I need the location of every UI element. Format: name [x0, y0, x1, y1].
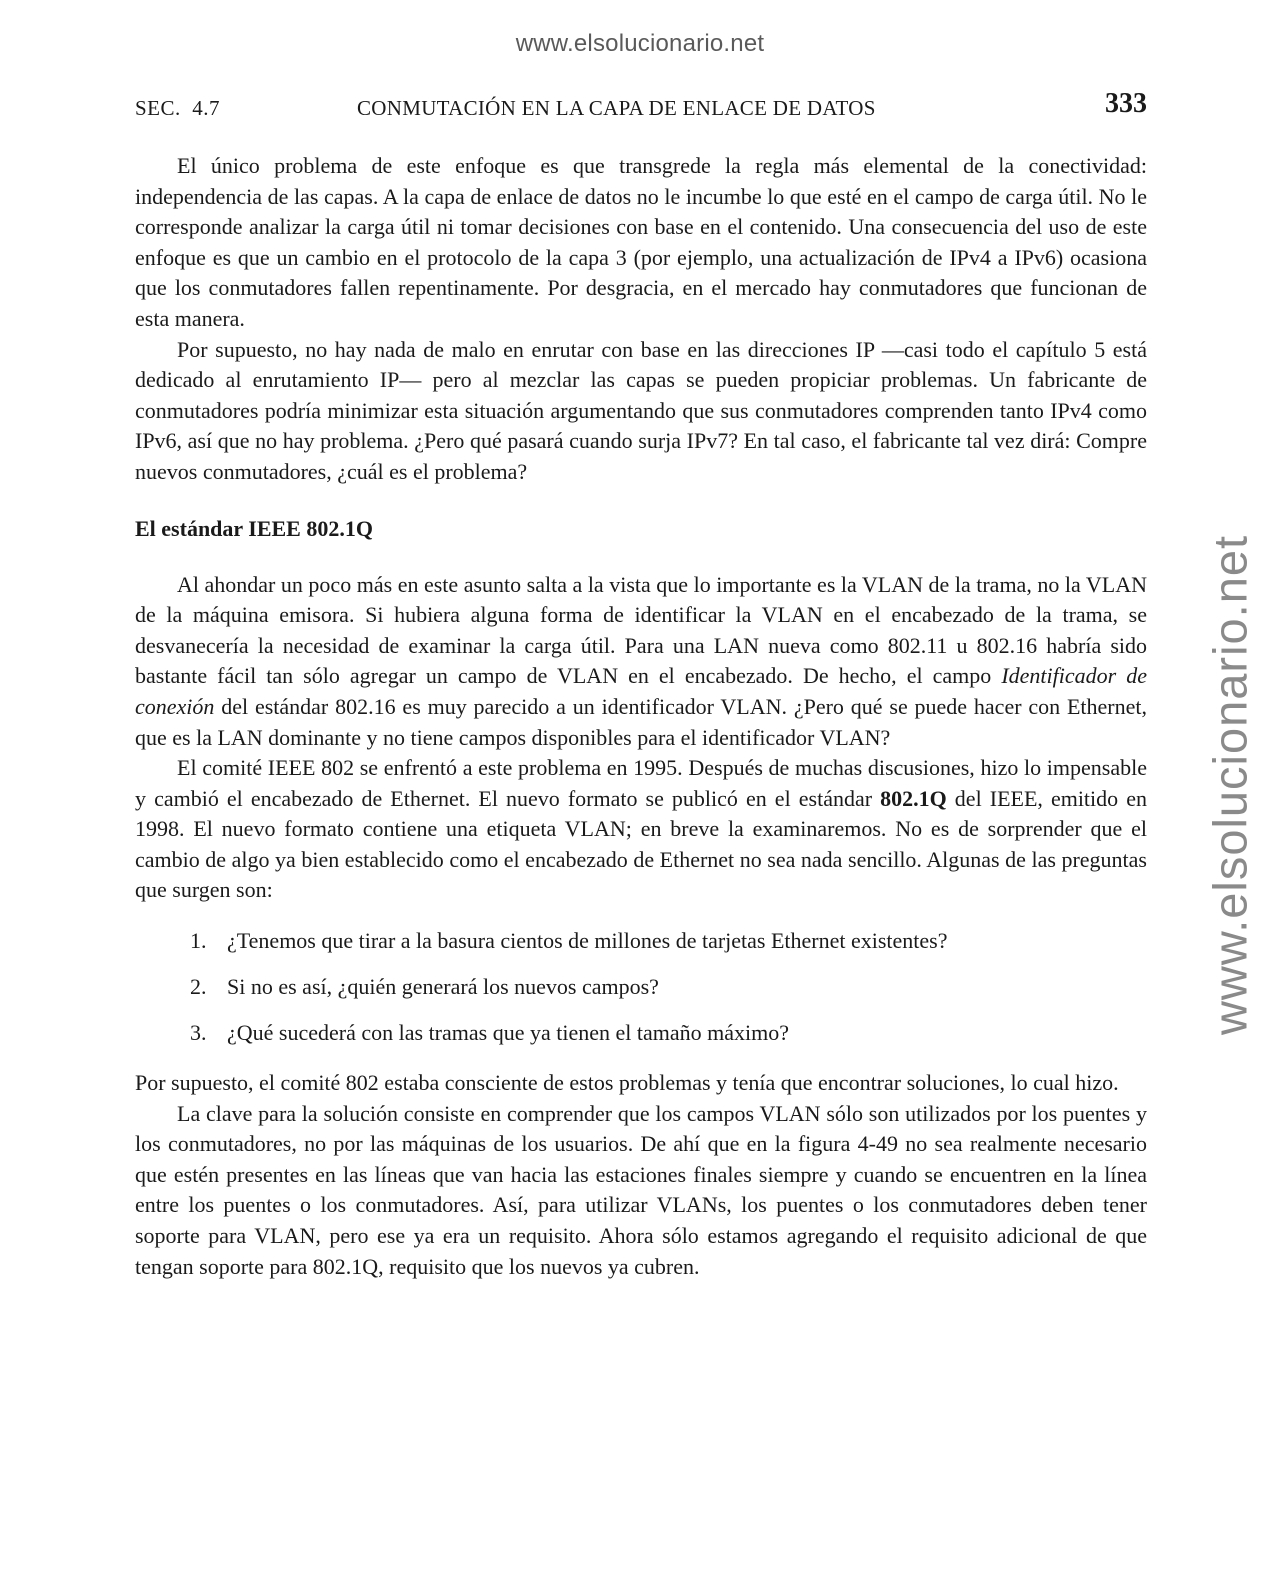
text-run: del estándar 802.16 es muy parecido a un identificador VLAN. ¿Pero qué se puede hacer con Ethernet, que es la LAN dominante y no tiene campos disponibles para el identificador VLAN? [135, 693, 1147, 750]
paragraph [135, 753, 1147, 906]
text-run: Al ahondar un poco más en este asunto salta a la vista que lo importante es la VLAN de la trama, no la VLAN de la máquina emisora. Si hubiera alguna forma de identificar la VLAN en el encabezado de la trama, se desvanecería la necesidad de examinar la carga útil. Para una LAN nueva como 802.11 u 802.16 habría sido bastante fácil tan sólo agregar un campo de VLAN en el encabezado. De hecho, el campo [135, 571, 1147, 689]
paragraph: La clave para la solución consiste en comprender que los campos VLAN sólo son utilizados por los puentes y los conmutadores, no por las máquinas de los usuarios. De ahí que en la figura 4-49 no sea realmente necesario que estén presentes en las líneas que van hacia las estaciones finales siempre y cuando se encuentren en la línea entre los puentes o los conmutadores. Así, para utilizar VLANs, los puentes o los conmutadores deben tener soporte para VLAN, pero ese ya era un requisito. Ahora sólo estamos agregando el requisito adicional de que tengan soporte para 802.1Q, requisito que los nuevos ya cubren. [135, 1100, 1147, 1279]
list-number: 3. [190, 1020, 207, 1046]
bold-term: 802.1Q [880, 785, 947, 811]
list-number: 2. [190, 974, 207, 1000]
page-number: 333 [1105, 88, 1147, 119]
list-item [135, 1018, 1147, 1048]
list-text: ¿Tenemos que tirar a la basura cientos de millones de tarjetas Ethernet existentes? [227, 928, 948, 954]
chapter-title: CONMUTACIÓN EN LA CAPA DE ENLACE DE DATOS [357, 96, 876, 120]
text-run: El comité IEEE 802 se enfrentó a este problema en 1995. Después de muchas discusiones, hizo lo impensable y cambió el encabezado de Ethernet. El nuevo formato se publicó en el estándar [135, 755, 1147, 811]
list-text: Si no es así, ¿quién generará los nuevos campos? [227, 974, 659, 1000]
question-list [135, 926, 1147, 1048]
list-text: ¿Qué sucederá con las tramas que ya tienen el tamaño máximo? [227, 1020, 789, 1046]
watermark-url-side: www.elsolucionario.net [1203, 534, 1257, 1036]
watermark-url-top: www.elsolucionario.net [515, 30, 765, 57]
paragraph: El único problema de este enfoque es que transgrede la regla más elemental de la conectividad: independencia de las capas. A la capa de enlace de datos no le incumbe lo que esté en el campo de carga útil. No le corresponde analizar la carga útil ni tomar decisiones con base en el contenido. Una consecuencia del uso de este enfoque es que un cambio en el protocolo de la capa 3 (por ejemplo, una actualización de IPv4 a IPv6) ocasiona que los conmutadores fallen repentinamente. Por desgracia, en el mercado hay conmutadores que funcionan de esta manera. [135, 153, 1147, 331]
text-run: del IEEE, emitido en 1998. El nuevo formato contiene una etiqueta VLAN; en breve la examinaremos. No es de sorprender que el cambio de algo ya bien establecido como el encabezado de Ethernet no sea nada sencillo. Algunas de las preguntas que surgen son: [135, 785, 1147, 903]
section-number: SEC. 4.7 [135, 96, 221, 120]
running-header [135, 88, 1147, 124]
paragraph [135, 570, 1147, 754]
list-item [135, 972, 1147, 1002]
paragraph: Por supuesto, el comité 802 estaba consciente de estos problemas y tenía que encontrar soluciones, lo cual hizo. [135, 1070, 1119, 1096]
list-item [135, 926, 1147, 956]
list-number: 1. [190, 928, 207, 954]
section-heading: El estándar IEEE 802.1Q [135, 515, 373, 541]
italic-term: Identificador de conexión [135, 663, 1147, 719]
page-body [135, 151, 1147, 1282]
paragraph: Por supuesto, no hay nada de malo en enrutar con base en las direcciones IP —casi todo el capítulo 5 está dedicado al enrutamiento IP— pero al mezclar las capas se pueden propiciar problemas. Un fabricante de conmutadores podría minimizar esta situación argumentando que sus conmutadores comprenden tanto IPv4 como IPv6, así que no hay problema. ¿Pero qué pasará cuando surja IPv7? En tal caso, el fabricante tal vez dirá: Compre nuevos conmutadores, ¿cuál es el problema? [135, 336, 1147, 484]
